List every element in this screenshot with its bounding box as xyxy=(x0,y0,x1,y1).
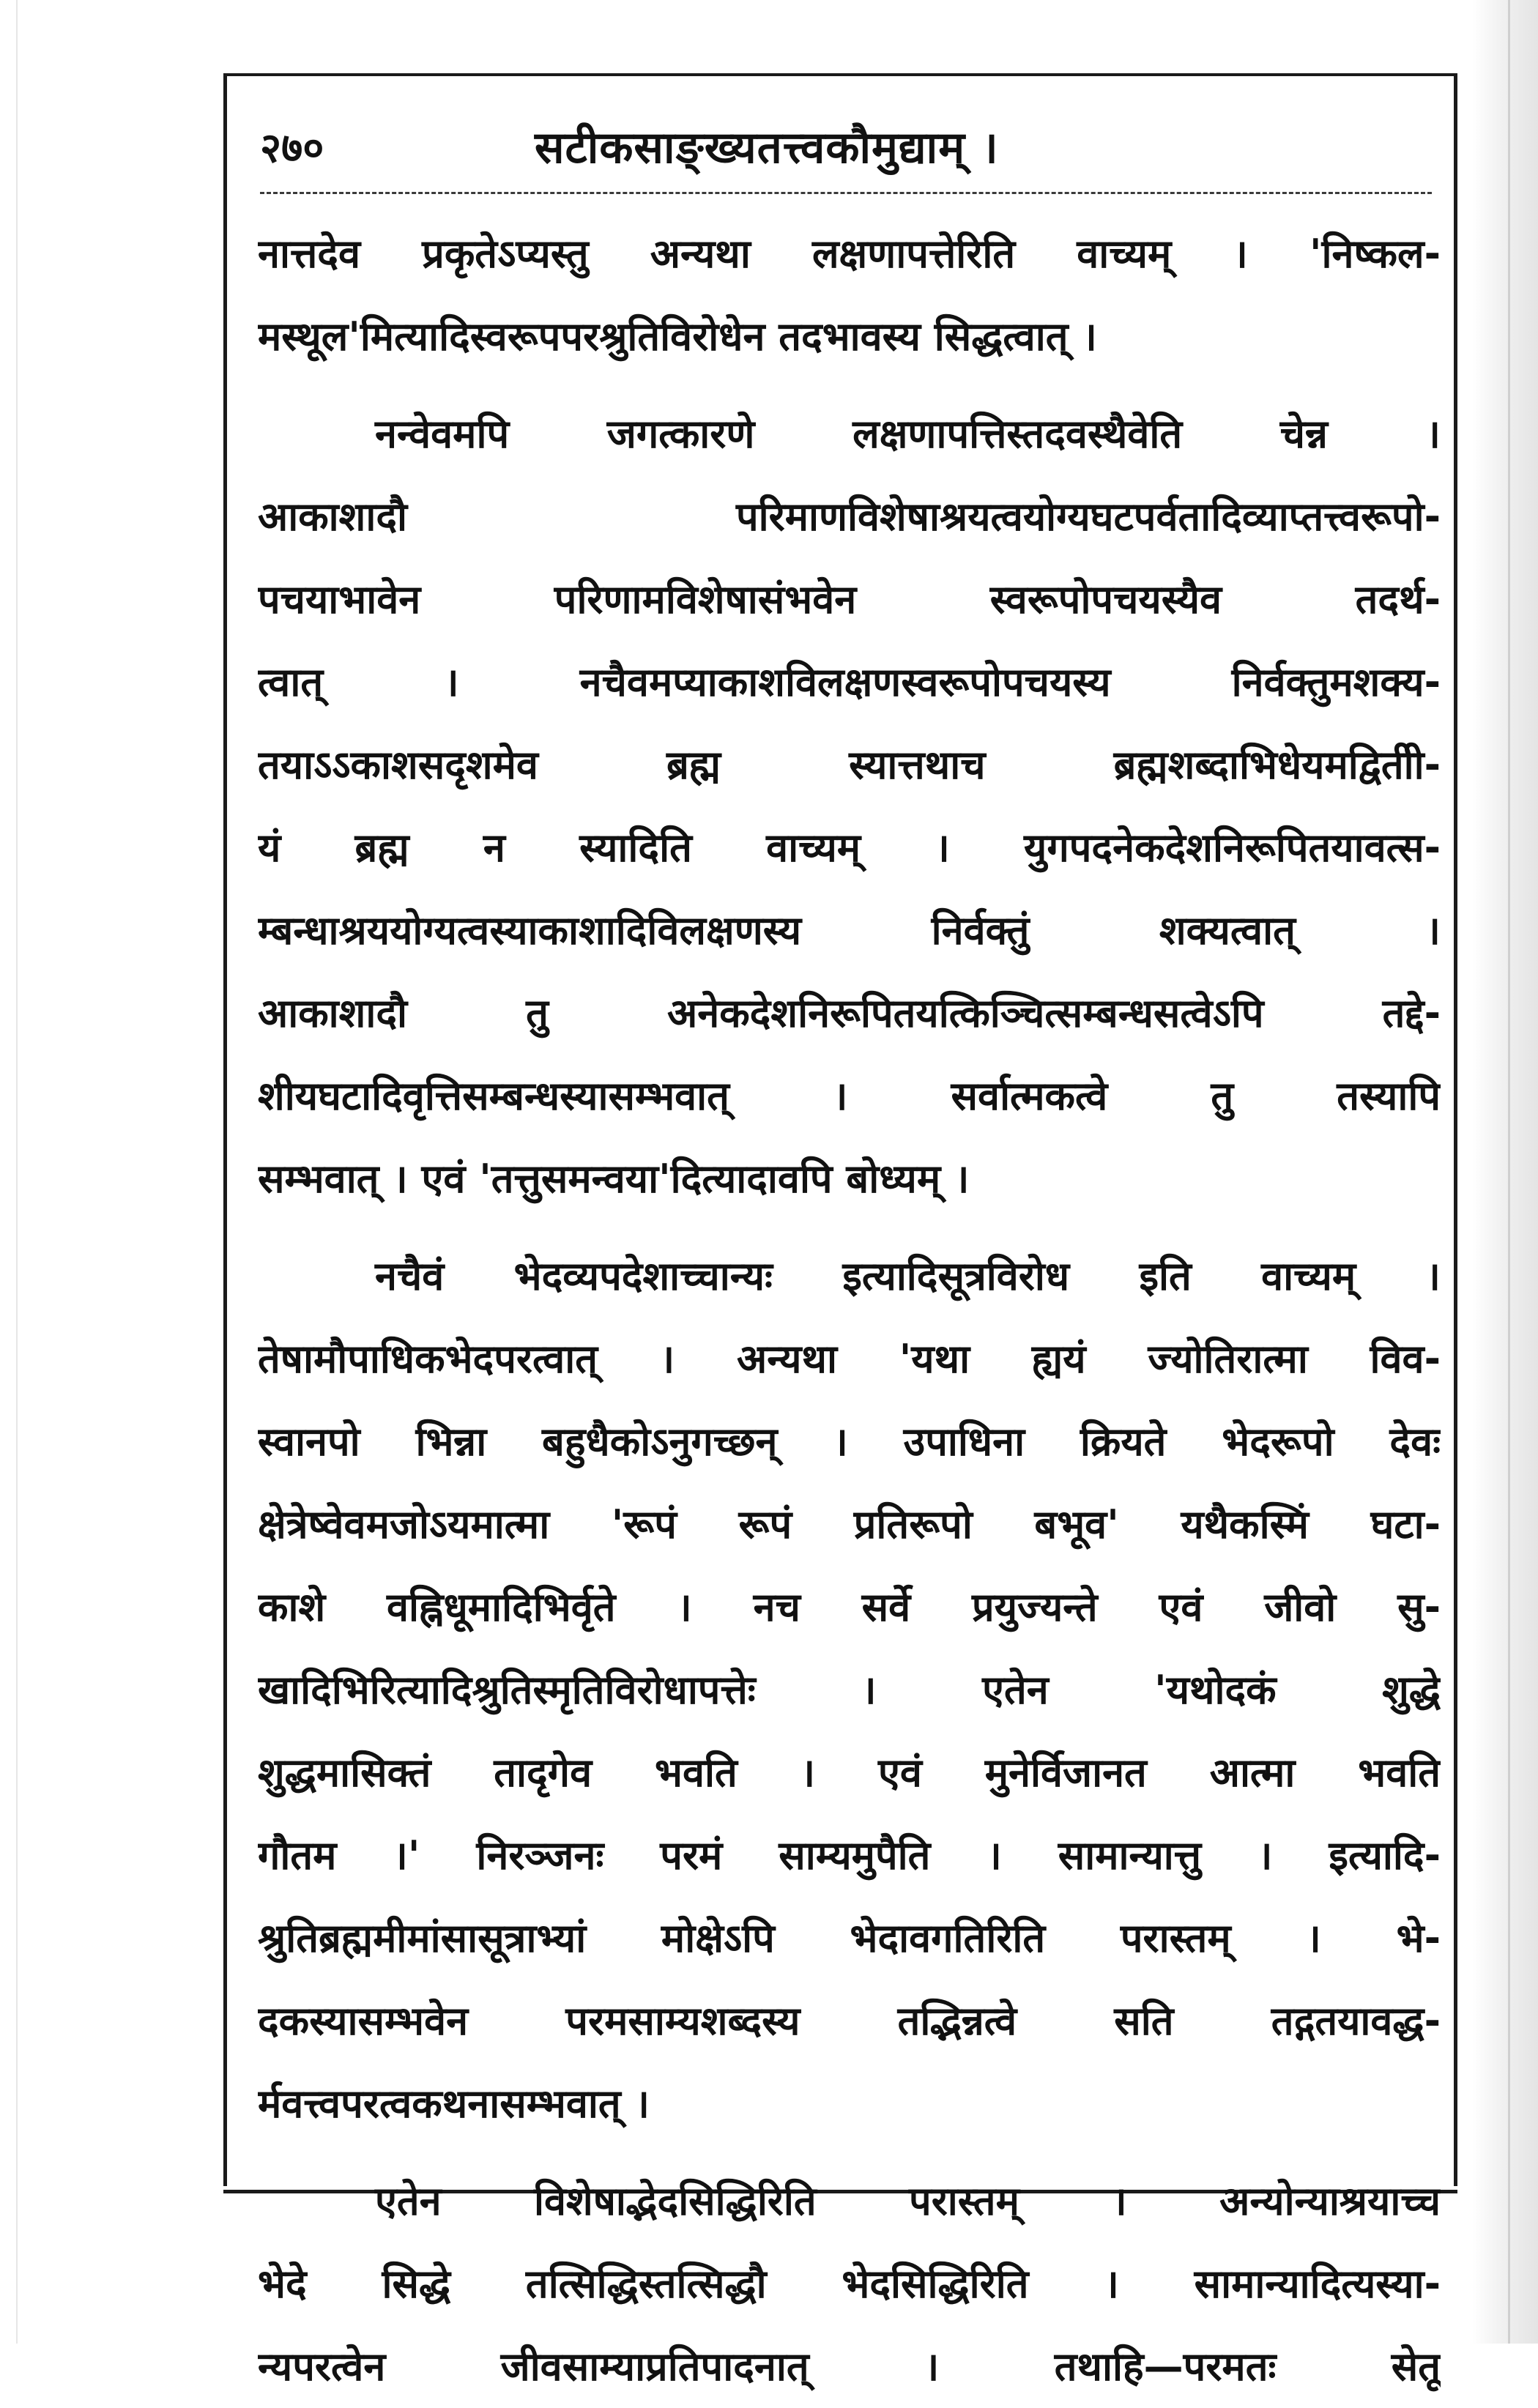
text-line: एतेन विशेषाद्भेदसिद्धिरिति परास्तम् । अन्योन्याश्रयाच्च xyxy=(375,2178,1441,2224)
text-line: काशे वह्निधूमादिभिर्वृते । नच सर्वे प्रयुज्यन्ते एवं जीवो सु- xyxy=(258,1584,1441,1630)
text-line: नात्तदेव प्रकृतेऽप्यस्तु अन्यथा लक्षणापत्तेरिति वाच्यम् । 'निष्कल- xyxy=(258,231,1441,277)
text-line: सम्भवात् । एवं 'तत्तुसमन्वया'दित्यादावपि बोध्यम् । xyxy=(258,1156,970,1202)
text-line: शीयघटादिवृत्तिसम्बन्धस्यासम्भवात् । सर्वात्मकत्वे तु तस्यापि xyxy=(258,1073,1441,1119)
scan-right-edge xyxy=(1472,0,1538,2344)
text-line: नन्वेवमपि जगत्कारणे लक्षणापत्तिस्तदवस्थैवेति चेन्न । xyxy=(375,411,1441,457)
text-line: खादिभिरित्यादिश्रुतिस्मृतिविरोधापत्तेः । एतेन 'यथोदकं शुद्धे xyxy=(258,1667,1441,1713)
text-line: गौतम ।' निरञ्जनः परमं साम्यमुपैति । सामान्यात्तु । इत्यादि- xyxy=(258,1832,1441,1879)
text-line: पचयाभावेन परिणामविशेषासंभवेन स्वरूपोपचयस्यैव तदर्थ- xyxy=(258,576,1441,623)
text-line: शुद्धमासिक्तं तादृगेव भवति । एवं मुनेर्विजानत आत्मा भवति xyxy=(258,1750,1441,1796)
text-line: मस्थूल'मित्यादिस्वरूपपरश्रुतिविरोधेन तदभावस्य सिद्धत्वात् । xyxy=(258,313,1097,360)
text-line: तयाऽऽकाशसदृशमेव ब्रह्म स्यात्तथाच ब्रह्मशब्दाभिधेयमद्वितीी- xyxy=(258,742,1441,788)
text-line: न्यपरत्वेन जीवसाम्याप्रतिपादनात् । तथाहि—परमतः सेतू xyxy=(258,2344,1441,2390)
paragraph xyxy=(258,1235,1441,2145)
paragraph xyxy=(258,212,1441,378)
text-line: श्रुतिब्रह्ममीमांसासूत्राभ्यां मोक्षेऽपि भेदावगतिरिति परास्तम् । भे- xyxy=(258,1915,1441,1961)
text-line: नचैवं भेदव्यपदेशाच्चान्यः इत्यादिसूत्रविरोध इति वाच्यम् । xyxy=(375,1253,1441,1299)
header-rule xyxy=(260,192,1432,194)
text-line: आकाशादौ तु अनेकदेशनिरूपितयत्किञ्चित्सम्बन्धसत्वेऽपि तद्दे- xyxy=(258,990,1441,1036)
page-header xyxy=(260,110,1432,190)
text-line: म्बन्धाश्रययोग्यत्वस्याकाशादिविलक्षणस्य निर्वक्तुं शक्यत्वात् । xyxy=(258,907,1441,954)
text-line: स्वानपो भिन्ना बहुधैकोऽनुगच्छन् । उपाधिना क्रियते भेदरूपो देवः xyxy=(258,1419,1441,1465)
text-line: आकाशादौ परिमाणविशेषाश्रयत्वयोग्यघटपर्वतादिव्याप्तत्त्वरूपो- xyxy=(258,494,1441,540)
text-line: दकस्यासम्भवेन परमसाम्यशब्दस्य तद्भिन्नत्वे सति तद्गतयावद्ध- xyxy=(258,1998,1441,2044)
page-number: २७० xyxy=(260,125,324,172)
running-title: सटीकसाङ्ख्यतत्त्वकौमुद्याम् । xyxy=(535,122,999,174)
paragraph xyxy=(258,2160,1441,2408)
text-line: त्वात् । नचैवमप्याकाशविलक्षणस्वरूपोपचयस्य निर्वक्तुमशक्य- xyxy=(258,659,1441,705)
text-line: र्मवत्त्वपरत्वकथनासम्भवात् । xyxy=(258,2081,650,2127)
scan-left-edge xyxy=(16,0,18,2344)
paragraph xyxy=(258,393,1441,1220)
text-line: तेषामौपाधिकभेदपरत्वात् । अन्यथा 'यथा ह्ययं ज्योतिरात्मा विव- xyxy=(258,1336,1441,1382)
text-line: भेदे सिद्धे तत्सिद्धिस्तत्सिद्धौ भेदसिद्धिरिति । सामान्यादित्यस्या- xyxy=(258,2261,1441,2307)
scan-right-edge-line xyxy=(1508,0,1510,2344)
body-text xyxy=(258,212,1441,2408)
text-line: यं ब्रह्म न स्यादिति वाच्यम् । युगपदनेकदेशनिरूपितयावत्स- xyxy=(258,825,1441,871)
text-line: क्षेत्रेष्वेवमजोऽयमात्मा 'रूपं रूपं प्रतिरूपो बभूव' यथैकस्मिं घटा- xyxy=(258,1501,1441,1547)
